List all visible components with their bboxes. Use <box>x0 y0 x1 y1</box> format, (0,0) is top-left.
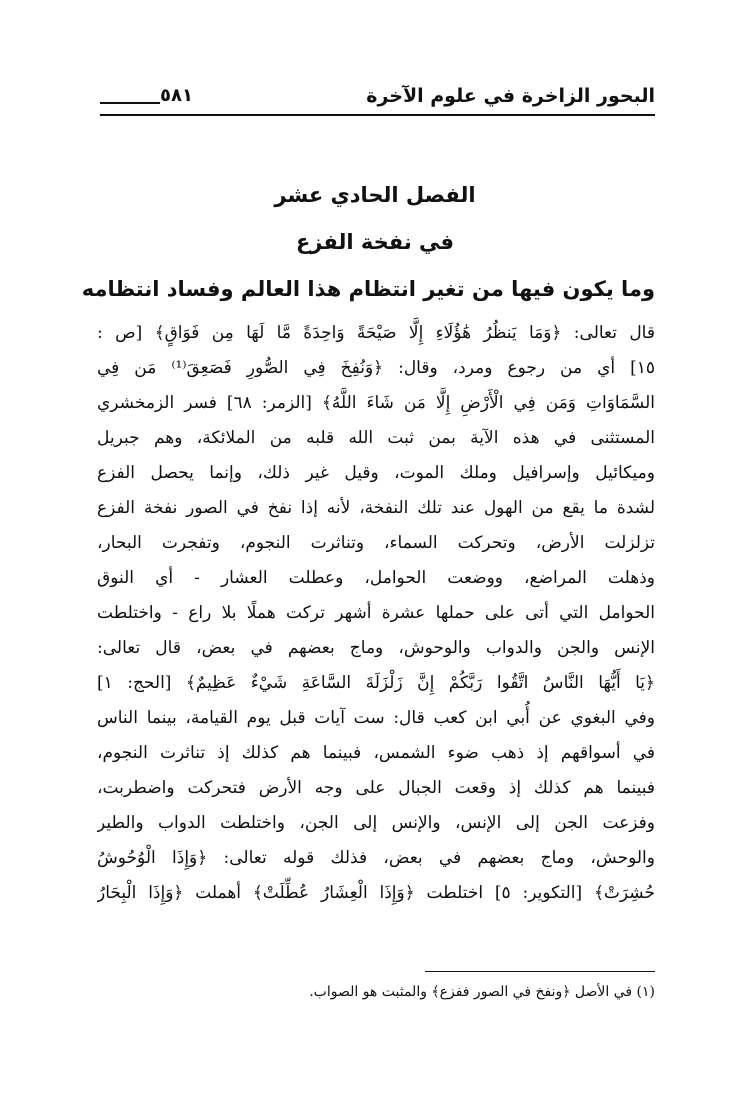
chapter-description: وما يكون فيها من تغير انتظام هذا العالم وفساد انتظامه <box>81 277 655 301</box>
text-line: السَّمَاوَاتِ وَمَن فِي الْأَرْضِ إِلَّا مَن شَاءَ اللَّهُ﴾ [الزمر: ٦٨] فسر الزمخشري <box>97 393 655 413</box>
text-line: لشدة ما يقع من الهول عند تلك النفخة، لأنه إذا نفخ في الصور نفخة الفزع <box>97 498 655 518</box>
page-number: ٥٨١ <box>160 85 193 106</box>
text-line: الإنس والجن والدواب والوحوش، وماج بعضهم في بعض، قال تعالى: <box>97 638 655 658</box>
running-title: البحور الزاخرة في علوم الآخرة <box>366 85 655 107</box>
text-line: حُشِرَتْ﴾ [التكوير: ٥] اختلطت ﴿وَإِذَا الْعِشَارُ عُطِّلَتْ﴾ أهملت ﴿وَإِذَا الْبِحَارُ <box>97 883 655 903</box>
text-line: في أسواقهم إذ ذهب ضوء الشمس، فبينما هم كذلك إذ تناثرت النجوم، <box>97 743 655 763</box>
running-header <box>100 83 655 123</box>
text-line: فبينما هم كذلك إذ وقعت الجبال على وجه الأرض فتحركت واضطربت، <box>97 778 655 798</box>
text-line: الحوامل التي أتى على حملها عشرة أشهر تركت هملًا بلا راع - واختلطت <box>97 603 655 623</box>
text-line: المستثنى في هذه الآية بمن ثبت الله قلبه من الملائكة، وهم جبريل <box>97 428 655 448</box>
footnote-rule <box>425 971 655 972</box>
text-line: ١٥] أي من رجوع ومرد، وقال: ﴿وَنُفِخَ فِي الصُّورِ فَصَعِقَ⁽¹⁾ مَن فِي <box>97 358 655 378</box>
header-rule <box>100 114 655 116</box>
text-line: تزلزلت الأرض، وتحركت السماء، وتناثرت النجوم، وتفجرت البحار، <box>97 533 655 553</box>
text-line: وفي البغوي عن أُبي ابن كعب قال: ست آيات قبل يوم القيامة، بينما الناس <box>97 708 655 728</box>
text-line: وذهلت المراضع، ووضعت الحوامل، وعطلت العشار - أي النوق <box>97 568 655 588</box>
body-text <box>97 316 655 911</box>
text-line: ﴿يَا أَيُّهَا النَّاسُ اتَّقُوا رَبَّكُمْ إِنَّ زَلْزَلَةَ السَّاعَةِ شَيْءٌ عَظِيمٌ﴾ [الحج: ١] <box>97 673 655 693</box>
text-line: والوحش، وماج بعضهم في بعض، فذلك قوله تعالى: ﴿وَإِذَا الْوُحُوشُ <box>97 848 655 868</box>
text-line: قال تعالى: ﴿وَمَا يَنظُرُ هَٰؤُلَاءِ إِلَّا صَيْحَةً وَاحِدَةً مَّا لَهَا مِن فَوَاقٍ﴾ [ص : <box>97 323 655 343</box>
chapter-subtitle: في نفخة الفزع <box>295 230 455 254</box>
page-number-rule <box>100 102 160 104</box>
chapter-title: الفصل الحادي عشر <box>274 183 476 207</box>
chapter-headings <box>81 172 655 313</box>
text-line: وميكائيل وإسرافيل وملك الموت، وقيل غير ذلك، وإنما يحصل الفزع <box>97 463 655 483</box>
footnote: (١) في الأصل ﴿ونفخ في الصور ففزع﴾ والمثبت هو الصواب. <box>309 984 655 1000</box>
text-line: وفزعت الجن إلى الإنس، والإنس إلى الجن، واختلطت الدواب والطير <box>97 813 655 833</box>
